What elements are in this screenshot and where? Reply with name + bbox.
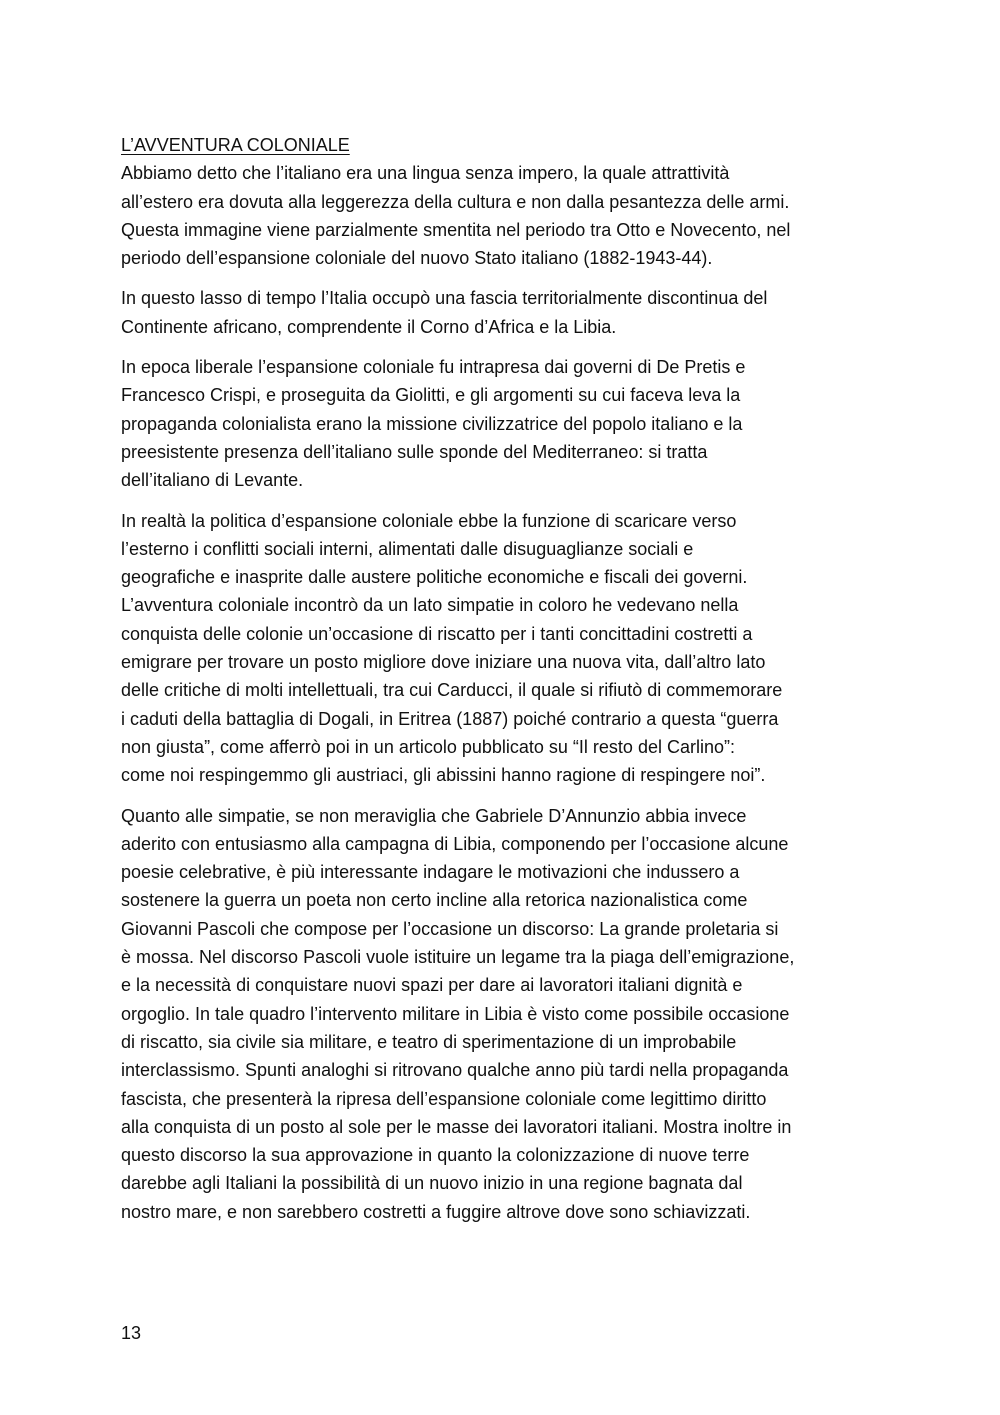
paragraph-line: nostro mare, e non sarebbero costretti a fuggire altrove dove sono schiavizzati. [121,1201,751,1222]
section-title: L’AVVENTURA COLONIALE [121,135,350,155]
paragraph-line: Quanto alle simpatie, se non meraviglia che Gabriele D’Annunzio abbia invece [121,805,747,826]
page-number: 13 [121,1323,142,1343]
paragraph-line: Giovanni Pascoli che compose per l’occasione un discorso: La grande proletaria si [121,918,779,939]
paragraph-line: sostenere la guerra un poeta non certo incline alla retorica nazionalistica come [121,890,748,911]
document-body [121,131,886,1238]
paragraph-line: aderito con entusiasmo alla campagna di Libia, componendo per l’occasione alcune [121,833,789,854]
paragraph-line: orgoglio. In tale quadro l’intervento militare in Libia è visto come possibile occasione [121,1003,790,1024]
paragraph-line: l’esterno i conflitti sociali interni, alimentati dalle disuguaglianze sociali e [121,538,694,559]
paragraph-line: geografiche e inasprite dalle austere politiche economiche e fiscali dei governi. [121,567,748,588]
paragraph-line: dell’italiano di Levante. [121,470,304,491]
paragraph-line: Abbiamo detto che l’italiano era una lingua senza impero, la quale attrattività [121,163,730,184]
paragraph-line: emigrare per trovare un posto migliore dove iniziare una nuova vita, dall’altro lato [121,652,766,673]
paragraphs-container [121,159,886,1226]
paragraph-line: conquista delle colonie un’occasione di riscatto per i tanti concittadini costretti a [121,623,753,644]
paragraph-line: i caduti della battaglia di Dogali, in Eritrea (1887) poiché contrario a questa “guerra [121,708,779,729]
paragraph-line: In realtà la politica d’espansione coloniale ebbe la funzione di scaricare verso [121,510,737,531]
paragraph-line: Francesco Crispi, e proseguita da Giolitti, e gli argomenti su cui faceva leva la [121,385,741,406]
paragraph-line: darebbe agli Italiani la possibilità di un nuovo inizio in una regione bagnata dal [121,1173,743,1194]
paragraph-line: Continente africano, comprendente il Corno d’Africa e la Libia. [121,316,617,337]
paragraph-line: di riscatto, sia civile sia militare, e teatro di sperimentazione di un improbabile [121,1031,737,1052]
paragraph-line: delle critiche di molti intellettuali, tra cui Carducci, il quale si rifiutò di commemorare [121,680,783,701]
paragraph-line: interclassismo. Spunti analoghi si ritrovano qualche anno più tardi nella propaganda [121,1060,789,1081]
paragraph [121,507,886,790]
paragraph-line: periodo dell’espansione coloniale del nuovo Stato italiano (1882-1943-44). [121,248,713,269]
paragraph-line: In epoca liberale l’espansione coloniale fu intrapresa dai governi di De Pretis e [121,357,746,378]
paragraph-line: preesistente presenza dell’italiano sulle sponde del Mediterraneo: si tratta [121,441,708,462]
paragraph-line: questo discorso la sua approvazione in quanto la colonizzazione di nuove terre [121,1145,750,1166]
paragraph-line: come noi respingemmo gli austriaci, gli abissini hanno ragione di respingere noi”. [121,765,766,786]
paragraph-line: non giusta”, come afferrò poi in un articolo pubblicato su “Il resto del Carlino”: [121,736,735,757]
paragraph [121,353,886,494]
paragraph-line: e la necessità di conquistare nuovi spazi per dare ai lavoratori italiani dignità e [121,975,743,996]
paragraph [121,284,886,341]
paragraph-line: alla conquista di un posto al sole per le masse dei lavoratori italiani. Mostra inoltre in [121,1116,792,1137]
paragraph-line: è mossa. Nel discorso Pascoli vuole istituire un legame tra la piaga dell’emigrazione, [121,947,795,968]
paragraph-line: poesie celebrative, è più interessante indagare le motivazioni che indussero a [121,862,740,883]
paragraph-line: all’estero era dovuta alla leggerezza della cultura e non dalla pesantezza delle armi. [121,191,790,212]
paragraph [121,159,886,272]
paragraph-line: L’avventura coloniale incontrò da un lato simpatie in coloro he vedevano nella [121,595,739,616]
paragraph-line: Questa immagine viene parzialmente smentita nel periodo tra Otto e Novecento, nel [121,219,791,240]
paragraph-line: fascista, che presenterà la ripresa dell’espansione coloniale come legittimo diritto [121,1088,767,1109]
paragraph-line: propaganda colonialista erano la missione civilizzatrice del popolo italiano e la [121,413,743,434]
paragraph-line: In questo lasso di tempo l’Italia occupò una fascia territorialmente discontinua del [121,288,768,309]
paragraph [121,802,886,1226]
